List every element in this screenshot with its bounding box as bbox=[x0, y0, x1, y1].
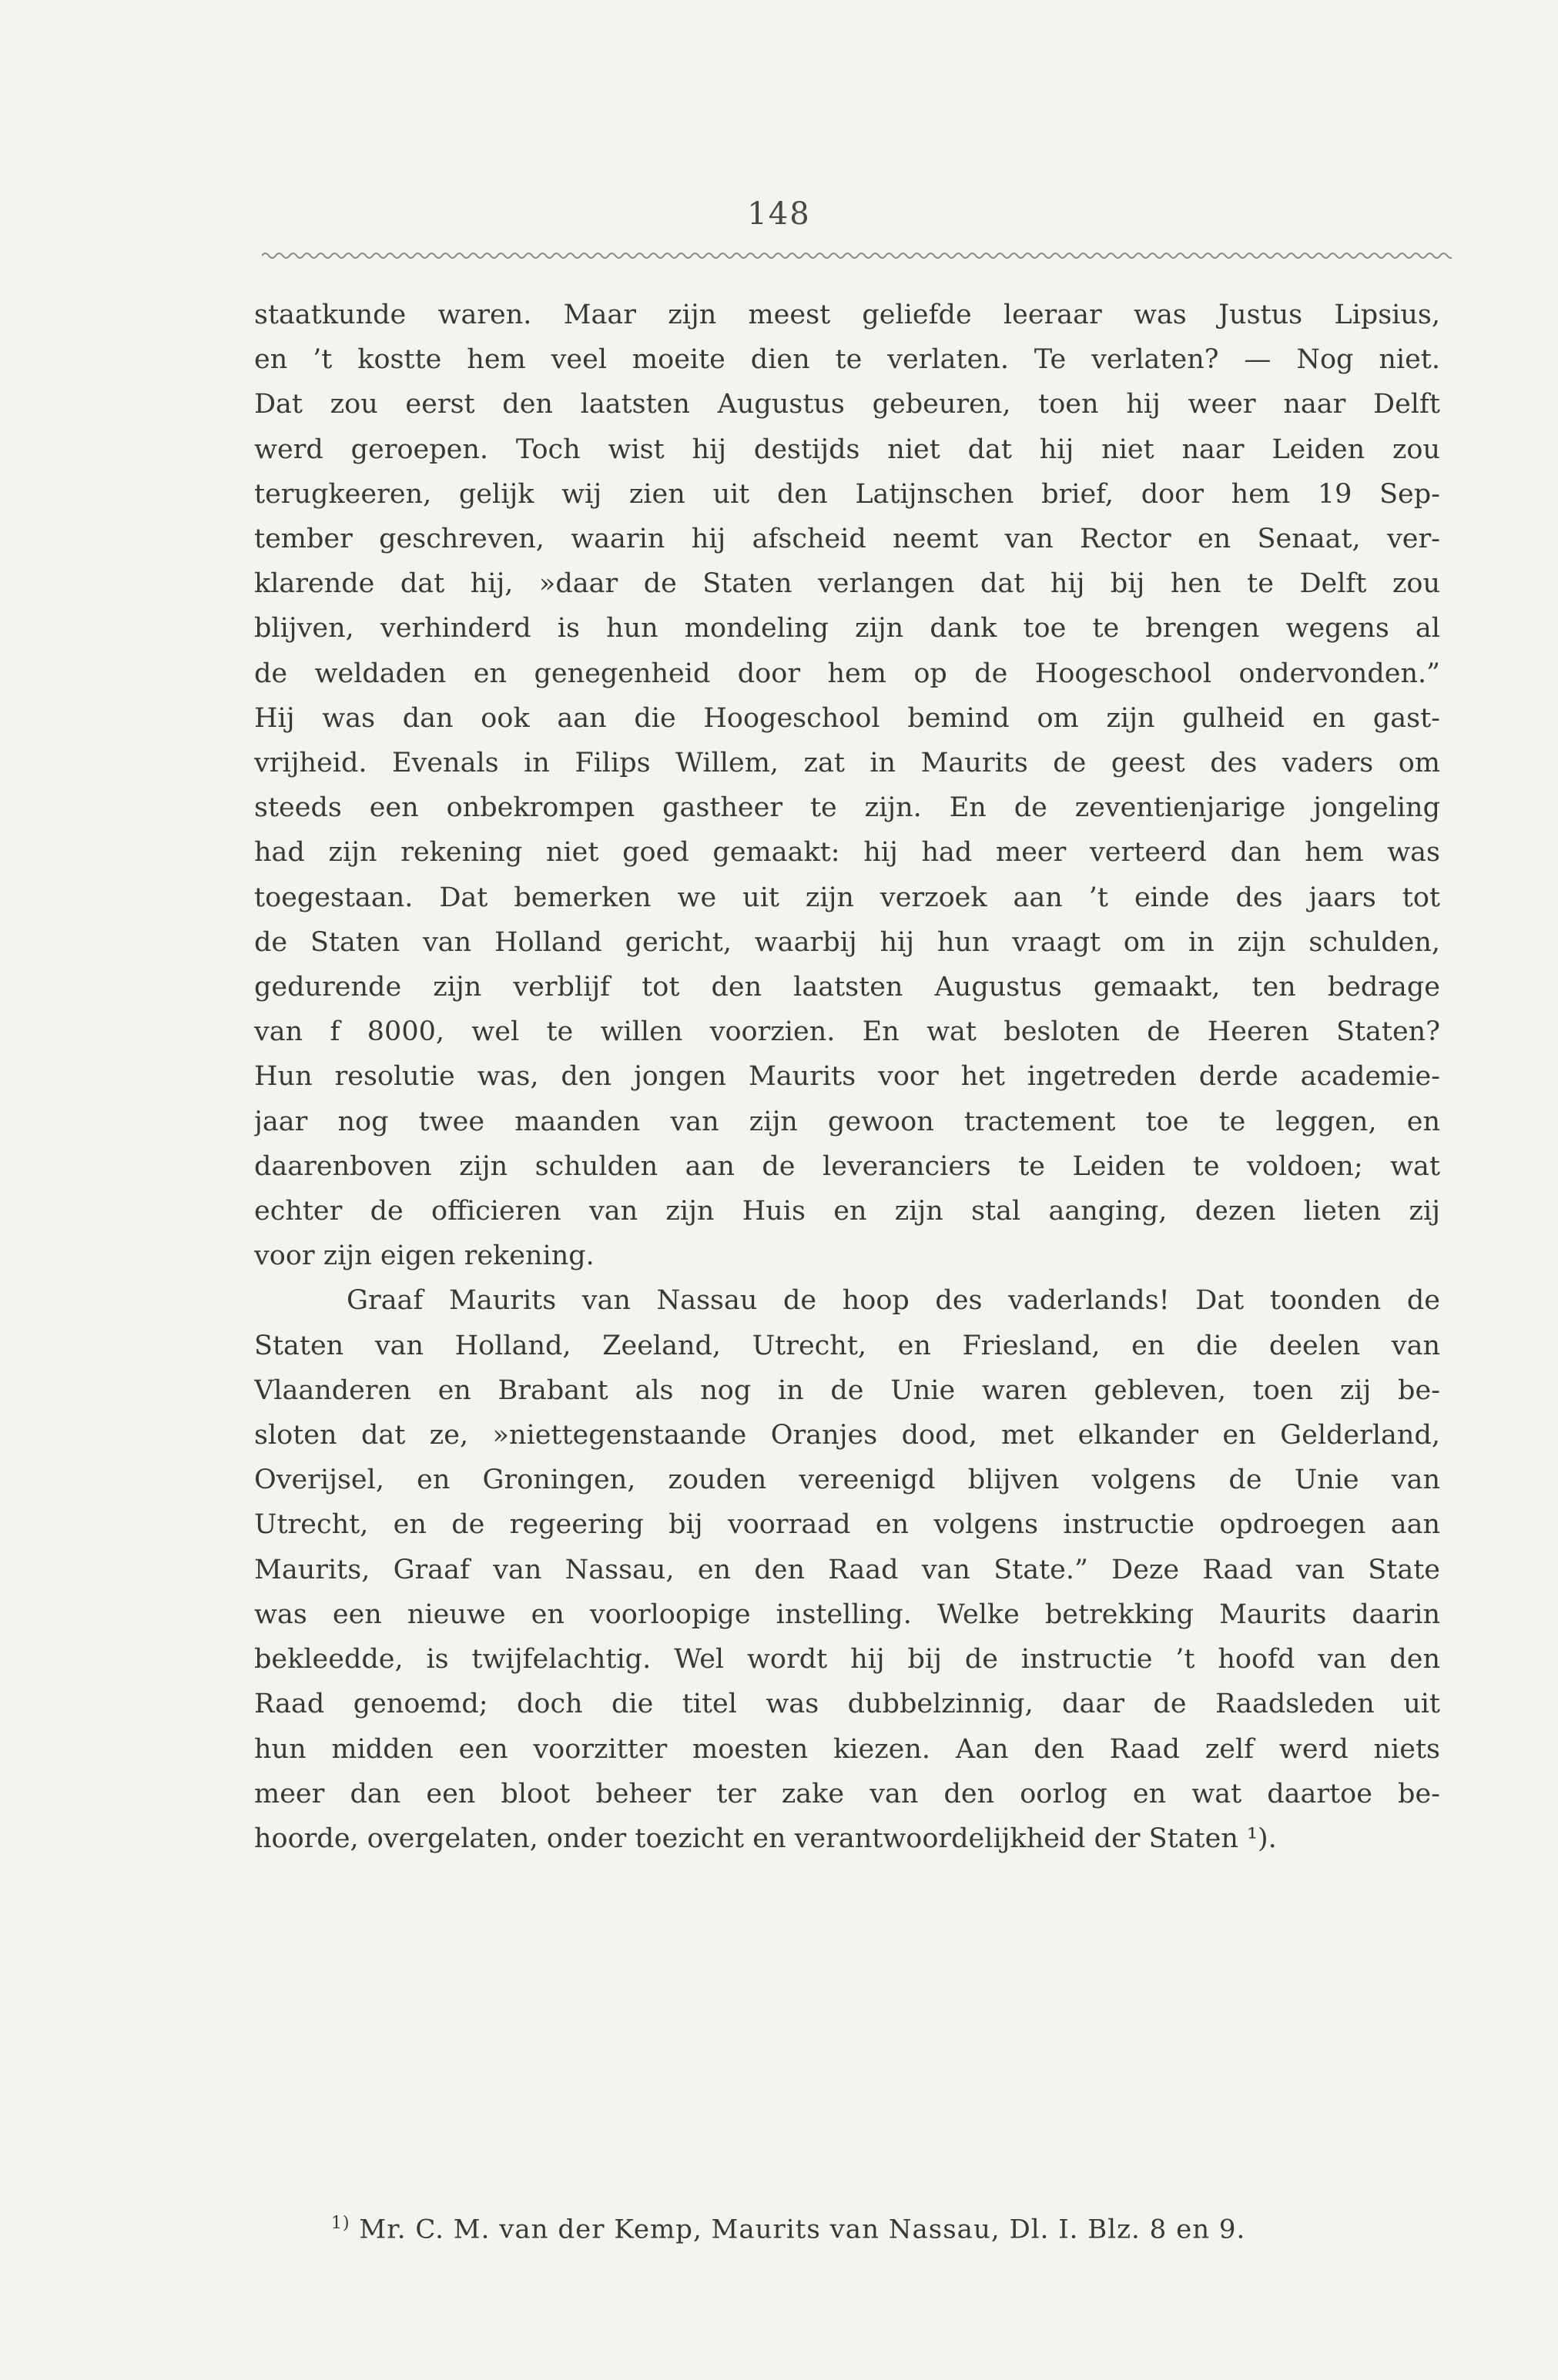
text-line: Utrecht, en de regeering bij voorraad en volgens instructie opdroegen aan bbox=[254, 1509, 1440, 1541]
decorative-wavy-rule bbox=[262, 248, 1452, 263]
text-line: en ’t kostte hem veel moeite dien te verlaten. Te verlaten? — Nog niet. bbox=[254, 344, 1440, 376]
text-line: Raad genoemd; doch die titel was dubbelzinnig, daar de Raadsleden uit bbox=[254, 1689, 1440, 1720]
text-line: jaar nog twee maanden van zijn gewoon tractement toe te leggen, en bbox=[254, 1106, 1440, 1137]
text-line: echter de officieren van zijn Huis en zijn stal aanging, dezen lieten zij bbox=[254, 1196, 1440, 1227]
text-line: Hun resolutie was, den jongen Maurits voor het ingetreden derde academie- bbox=[254, 1061, 1440, 1093]
page-number: 148 bbox=[747, 196, 811, 232]
text-line: voor zijn eigen rekening. bbox=[254, 1240, 595, 1272]
text-line: was een nieuwe en voorloopige instelling. Welke betrekking Maurits daarin bbox=[254, 1598, 1440, 1630]
text-line: Maurits, Graaf van Nassau, en den Raad van State.” Deze Raad van State bbox=[254, 1554, 1440, 1585]
footnote bbox=[331, 2214, 1332, 2244]
text-line: sloten dat ze, »niettegenstaande Oranjes dood, met elkander en Gelderland, bbox=[254, 1420, 1440, 1451]
text-line: had zijn rekening niet goed gemaakt: hij had meer verteerd dan hem was bbox=[254, 837, 1440, 869]
text-line: werd geroepen. Toch wist hij destijds niet dat hij niet naar Leiden zou bbox=[254, 433, 1440, 465]
text-line: Graaf Maurits van Nassau de hoop des vaderlands! Dat toonden de bbox=[347, 1285, 1440, 1317]
text-line: vrijheid. Evenals in Filips Willem, zat in Maurits de geest des vaders om bbox=[254, 748, 1440, 779]
body-text bbox=[254, 293, 1440, 1861]
text-line: toegestaan. Dat bemerken we uit zijn verzoek aan ’t einde des jaars tot bbox=[254, 882, 1440, 913]
text-line: staatkunde waren. Maar zijn meest geliefde leeraar was Justus Lipsius, bbox=[254, 300, 1440, 330]
text-line: steeds een onbekrompen gastheer te zijn. En de zeventienjarige jongeling bbox=[254, 792, 1440, 824]
text-line: blijven, verhinderd is hun mondeling zijn dank toe te brengen wegens al bbox=[254, 613, 1440, 644]
text-line: hun midden een voorzitter moesten kiezen. Aan den Raad zelf werd niets bbox=[254, 1733, 1440, 1765]
text-line: van f 8000, wel te willen voorzien. En wat besloten de Heeren Staten? bbox=[254, 1016, 1440, 1048]
text-line: Hij was dan ook aan die Hoogeschool bemind om zijn gulheid en gast- bbox=[254, 702, 1440, 734]
text-line: daarenboven zijn schulden aan de leveranciers te Leiden te voldoen; wat bbox=[254, 1150, 1440, 1182]
text-line: de Staten van Holland gericht, waarbij hij hun vraagt om in zijn schulden, bbox=[254, 926, 1440, 958]
text-line: Overijsel, en Groningen, zouden vereenigd blijven volgens de Unie van bbox=[254, 1464, 1440, 1496]
text-line: de weldaden en genegenheid door hem op de Hoogeschool ondervonden.” bbox=[254, 658, 1440, 689]
footnote-text: Mr. C. M. van der Kemp, Maurits van Nassau, Dl. I. Blz. 8 en 9. bbox=[359, 2214, 1246, 2245]
text-line: Dat zou eerst den laatsten Augustus gebeuren, toen hij weer naar Delft bbox=[254, 389, 1440, 420]
text-line: Vlaanderen en Brabant als nog in de Unie waren gebleven, toen zij be- bbox=[254, 1374, 1440, 1406]
text-line: meer dan een bloot beheer ter zake van den oorlog en wat daartoe be- bbox=[254, 1778, 1440, 1809]
text-line: tember geschreven, waarin hij afscheid neemt van Rector en Senaat, ver- bbox=[254, 524, 1440, 555]
text-line: Staten van Holland, Zeeland, Utrecht, en Friesland, en die deelen van bbox=[254, 1330, 1440, 1361]
paragraph-2 bbox=[254, 1278, 1440, 1861]
text-line: bekleedde, is twijfelachtig. Wel wordt hij bij de instructie ’t hoofd van den bbox=[254, 1644, 1440, 1675]
footnote-marker: 1) bbox=[331, 2214, 350, 2233]
text-line: klarende dat hij, »daar de Staten verlangen dat hij bij hen te Delft zou bbox=[254, 568, 1440, 600]
paragraph-1 bbox=[254, 293, 1440, 1278]
text-line: hoorde, overgelaten, onder toezicht en verantwoordelijkheid der Staten ¹). bbox=[254, 1823, 1277, 1854]
text-line: terugkeeren, gelijk wij zien uit den Latijnschen brief, door hem 19 Sep- bbox=[254, 478, 1440, 510]
text-line: gedurende zijn verblijf tot den laatsten Augustus gemaakt, ten bedrage bbox=[254, 972, 1440, 1003]
